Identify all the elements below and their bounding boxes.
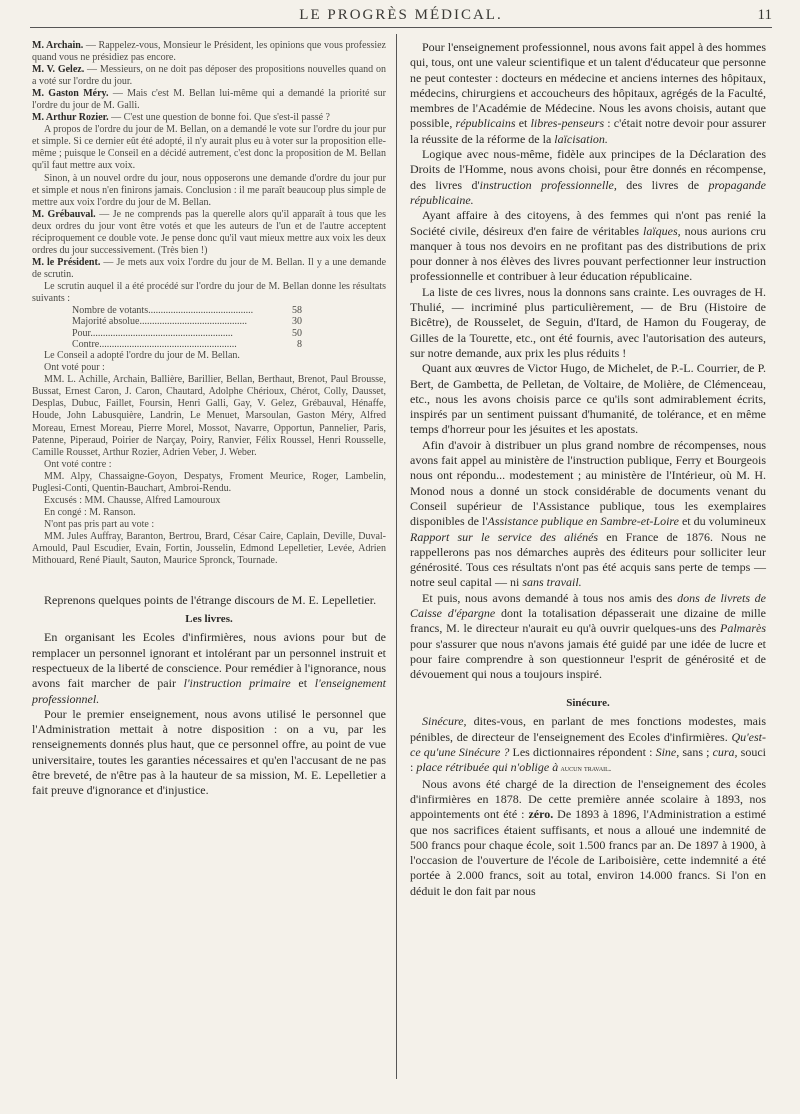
- paragraph: Sinon, à un nouvel ordre du jour, nous opposerons une demande d'ordre du jour pur et simple et nous n'en finirons jamais. Conclusion : il me paraît beaucoup plus simple de mettre aux voix l'ordre du jour de M. Bellan.: [32, 172, 386, 208]
- debate-line: [32, 64, 386, 88]
- column-divider: [396, 34, 397, 1079]
- paragraph: Nous avons été chargé de la direction de l'enseignement des écoles d'infirmières en 1878. De cette première année scolaire à 1893, nos appointements ont été : zéro. De 1893 à 1896, l'Administration a estimé que nos sacrifices étaient suffisants, et nous a alloué une indemnité de 500 francs pour chaque école, soit 1.500 francs par an. De 1897 à 1900, à l'occasion de l'ouverture de l'école de Lariboisière, cette indemnité a été portée à 2.000 francs, soit au total, environ 14.000 francs. Si l'on en déduit le don fait par nous: [410, 776, 766, 898]
- voted-for-list: MM. L. Achille, Archain, Ballière, Barillier, Bellan, Berthaut, Brenot, Paul Brousse, Bussat, Ernest Caron, J. Caron, Chautard, Adolphe Chérioux, Chérot, Colly, Dausset, Desplas, Dubuc, Faillet, Foursin, Henri Galli, Gay, V. Gelez, Grébauval, Hénaffe, Houde, John Labusquière, Landrin, Le Menuet, Marsoulan, Gaston Méry, Alfred Moreau, Ernest Moreau, Pierre Morel, Mossot, Navarre, Opportun, Pannelier, Paris, Patenne, Piperaud, Poirier de Narçay, Poiry, Ranvier, Félix Roussel, Henri Rousselle, Camille Rousset, Arthur Rozier, Adrien Veber, J. Weber.: [32, 374, 386, 458]
- section-heading-sinecure: Sinécure.: [566, 697, 610, 710]
- voted-for-heading: Ont voté pour :: [44, 362, 105, 374]
- paragraph: Ayant affaire à des citoyens, à des femmes qui n'ont pas renié la Société civile, désireux d'en faire de véritables laïques, nous aurions cru manquer à tous nos devoirs en ne profitant pas des distributions de prix pour donner à nos élèves des livres pouvant perfectionner leur instruction professionnelle et contribuer à leur éducation républicaine.: [410, 208, 766, 284]
- section-heading-livres: Les livres.: [185, 613, 233, 626]
- voted-against-list: MM. Alpy, Chassaigne-Goyon, Despatys, Froment Meurice, Roger, Lambelin, Puglesi-Conti, Quentin-Bauchart, Ambroi-Rendu.: [32, 470, 386, 494]
- debate-line: [32, 257, 386, 281]
- speech-text: — Mais c'est M. Bellan lui-même qui a demandé la priorité sur l'ordre du jour de M. Galli.: [32, 88, 386, 112]
- paragraph: Logique avec nous-même, fidèle aux principes de la Déclaration des Droits de l'Homme, nous avons choisi, pour être donnés en récompense, des livres d'instruction professionnelle, des livres de propagande républicaine.: [410, 147, 766, 207]
- page-number: 11: [757, 7, 772, 23]
- speech-text: — C'est une question de bonne foi. Que s'est-il passé ?: [108, 112, 330, 124]
- speaker-name: M. Arthur Rozier.: [32, 112, 109, 124]
- paragraph: En organisant les Ecoles d'infirmières, nous avions pour but de remplacer un personnel ignorant et intolérant par un personnel instruit et respectueux de la liberté de conscience. Pour remédier à l'ignorance, nous avons fait marcher de pair l'instruction primaire et l'enseignement professionnel.: [32, 630, 387, 706]
- speaker-name: M. le Président.: [32, 256, 101, 268]
- speech-text: — Rappelez-vous, Monsieur le Président, les opinions que vous professiez quand vous ne présidiez pas encore.: [32, 40, 386, 64]
- adopted-line: Le Conseil a adopté l'ordre du jour de M. Bellan.: [44, 350, 240, 362]
- speech-text: — Messieurs, on ne doit pas déposer des propositions nouvelles quand on a voté sur l'ordre du jour.: [32, 64, 386, 88]
- speaker-name: M. Archain.: [32, 40, 84, 51]
- debate-transcript: [32, 40, 386, 305]
- paragraph: Afin d'avoir à distribuer un plus grand nombre de récompenses, nous avons fait appel au ministère de l'instruction publique, Ferry et Bourgeois nous ont répondu... modestement ; au ministère de l'Intérieur, où M. H. Monod nous a donné un stock considérable de documents venant du Conseil supérieur de l'Assistance publique, tous les exemplaires disponibles de l'Assistance publique en Sambre-et-Loire et du volumineux Rapport sur le service des aliénés en France de 1876. Nous ne rappellerons pas nos démarches auprès des éditeurs pour solliciter leur générosité. Tous ces résultats n'ont pas été acquis sans perte de temps — notre seul capital — ni sans travail.: [410, 437, 766, 590]
- vote-value: 50: [292, 327, 302, 339]
- vote-row: [32, 305, 386, 316]
- speaker-name: M. Grébauval.: [32, 208, 96, 220]
- debate-line: [32, 40, 386, 64]
- paragraph: Sinécure, dites-vous, en parlant de mes fonctions modestes, mais pénibles, de directeur de l'enseignement des Ecoles d'infirmières. Qu'est-ce qu'une Sinécure ? Les dictionnaires répondent : Sine, sans ; cura, souci : place rétribuée qui n'oblige à aucun travail.: [410, 714, 766, 775]
- debate-line: [32, 88, 386, 112]
- vote-value: 8: [297, 338, 302, 350]
- vote-row: [32, 339, 386, 350]
- paragraph: A propos de l'ordre du jour de M. Bellan, on a demandé le vote sur l'ordre du jour pur et simple. Si ce dernier eût été adopté, il n'y aurait plus eu à voter sur la proposition elle-même ; puisque le Conseil en a décidé autrement, c'est donc la proposition de M. Bellan qu'il faut mettre aux voix.: [32, 124, 386, 172]
- paragraph: La liste de ces livres, nous la donnons sans crainte. Les ouvrages de H. Thulié, — incriminé plus particulièrement, — de Bru (Histoire de Bicêtre), de Rousselet, de Seguin, d'Itard, de Hamon du Fougeray, de Gilles de la Tourette, etc., ont été fournis, avec l'autorisation des auteurs, sur notre demande, aux prix les plus réduits !: [410, 284, 766, 360]
- speaker-name: M. Gaston Méry.: [32, 88, 109, 100]
- vote-label: Pour.........................................................: [72, 327, 233, 339]
- spacer: [32, 567, 386, 593]
- article-body-left: [32, 593, 386, 799]
- page-header: [30, 4, 772, 28]
- vote-lists: [32, 350, 386, 567]
- header-rule: [30, 27, 772, 28]
- vote-value: 30: [292, 316, 302, 328]
- vote-value: 58: [292, 305, 302, 317]
- vote-label: Nombre de votants..........................................: [72, 305, 254, 317]
- vote-row: [32, 328, 386, 339]
- speaker-name: M. V. Gelez.: [32, 64, 85, 76]
- vote-label: Majorité absolue...........................................: [72, 316, 247, 328]
- debate-line: [32, 209, 386, 257]
- paragraph: Et puis, nous avons demandé à tous nos amis des dons de livrets de Caisse d'épargne dont la totalisation dépasserait une dizaine de mille francs, M. le directeur n'aurait eu qu'à ouvrir quelques-uns des Palmarès pour s'assurer que nous n'avons jamais été guidé par une idée de lucre et pour faire comprendre à son questionneur l'esprit de générosité et de dévouement qui nous a toujours inspiré.: [410, 590, 767, 682]
- right-column: [410, 40, 766, 899]
- vote-label: Contre.......................................................: [72, 338, 237, 350]
- speech-text: — Je ne comprends pas la querelle alors qu'il apparaît à tous que les deux ordres du jour vont être votés et que les auteurs de l'un et de l'autre acceptent réciproquement ce double vote. Je pense donc qu'il vaut mieux mettre aux voix les deux ordres du jour successivement. (Très bien !): [32, 208, 386, 256]
- abstained-list: MM. Jules Auffray, Baranton, Bertrou, Brard, César Caire, Caplain, Deville, Duval-Arnould, Paul Escudier, Evain, Fortin, Jousselin, Edmond Lepelletier, Levée, Adrien Mithouard, René Piault, Sauton, Maurice Spronck, Tournade.: [32, 530, 386, 567]
- vote-row: [32, 316, 386, 327]
- vote-results: [32, 305, 386, 350]
- scrutin-intro: Le scrutin auquel il a été procédé sur l'ordre du jour de M. Bellan donne les résultats suivants :: [32, 280, 386, 304]
- left-column: [32, 40, 386, 799]
- excused-line: Excusés : MM. Chausse, Alfred Lamouroux: [44, 494, 221, 506]
- intro-paragraph: Reprenons quelques points de l'étrange discours de M. E. Lepelletier.: [44, 593, 377, 608]
- abstained-heading: N'ont pas pris part au vote :: [44, 518, 155, 530]
- debate-line: [32, 112, 386, 124]
- speech-text: — Je mets aux voix l'ordre du jour de M. Bellan. Il y a une demande de scrutin.: [32, 256, 387, 280]
- leave-line: En congé : M. Ranson.: [44, 506, 136, 518]
- paragraph: Quant aux œuvres de Victor Hugo, de Michelet, de P.-L. Courrier, de P. Bert, de Gambetta, de Pelletan, de Voltaire, de Molière, de Clémenceau, etc., nous les avons choisis parce ce qu'ils sont admirablement écrits, inspirés par un sentiment puissant d'humanité, de tolérance, et en même temps d'horreur pour les jésuites et les apostats.: [410, 361, 766, 437]
- voted-against-heading: Ont voté contre :: [44, 458, 112, 470]
- paragraph: Pour l'enseignement professionnel, nous avons fait appel à des hommes qui, tous, ont une valeur scientifique et un talent d'éducateur que personne ne peut contester : docteurs en médecine et anciens internes des hôpitaux, médecins, chirurgiens et accoucheurs des hôpitaux, agrégés de la Faculté, membres de l'Académie de Médecine. Nous les avons choisis, autant que possible, républicains et libres-penseurs : c'était notre devoir pour assurer la réussite de la réforme de la laïcisation.: [410, 40, 766, 146]
- paragraph: Pour le premier enseignement, nous avons utilisé le personnel que l'Administration mettait à notre disposition : on a vu, par les renseignements donnés plus haut, que ce personnel offre, au point de vue universitaire, toutes les garanties nécessaires et qu'en l'accusant de ne pas être breveté, de n'être pas à la hauteur de sa mission, M. E. Lepelletier a fait preuve d'ignorance et d'injustice.: [32, 706, 386, 798]
- journal-title: LE PROGRÈS MÉDICAL.: [299, 7, 503, 23]
